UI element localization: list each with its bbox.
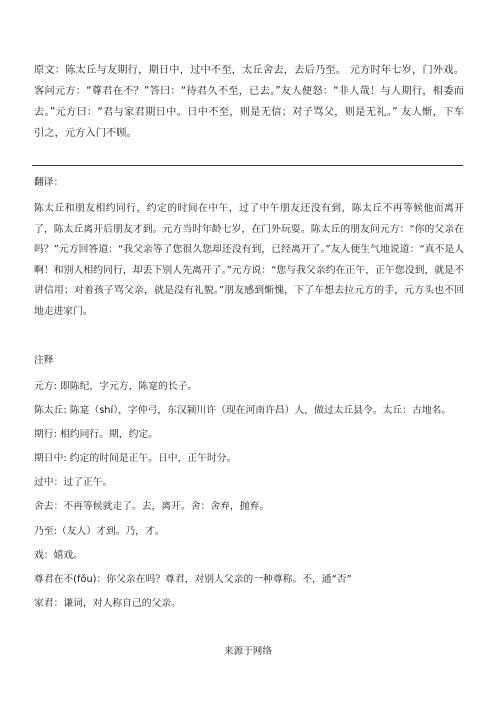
note-item: 尊君在不(fǒu)：你父亲在吗？尊君，对别人父亲的一种尊称。不，通“否”: [34, 573, 352, 585]
original-text-paragraph: 原文：陈太丘与友期行，期日中，过中不至，太丘舍去，去后乃至。 元方时年七岁，门外戏。客问元方：“尊君在不？”答曰：“待君久不至，已去。”友人便怒：“非人哉！与人期行，相委而去。”元方曰：“君与家君期日中。日中不至，则是无信；对子骂父，则是无礼。” 友人惭，下车引之，元方入门不顾。: [34, 65, 464, 139]
translation-paragraph: 陈太丘和朋友相约同行，约定的时间在中午，过了中午朋友还没有到，陈太丘不再等候他而离开了，陈太丘离开后朋友才到。元方当时年龄七岁，在门外玩耍。陈太丘的朋友问元方：“你的父亲在吗？”元方回答道：“我父亲等了您很久您却还没有到，已经离开了。”友人便生气地说道：“真不是人啊！和别人相约同行，却丢下别人先离开了。”元方说：“您与我父亲约在正午，正午您没到，就是不讲信用；对着孩子骂父亲，就是没有礼貌。”朋友感到惭愧，下了车想去拉元方的手，元方头也不回地走进家门。: [34, 203, 464, 317]
note-item: 陈太丘: 陈寔（shí），字仲弓，东汉颍川许（现在河南许昌）人，做过太丘县令。太丘：古地名。: [34, 405, 452, 417]
note-item: 过中：过了正午。: [34, 477, 113, 489]
source-footnote: 来源于网络: [224, 646, 272, 657]
note-item: 期日中: 约定的时间是正午。日中，正午时分。: [34, 453, 237, 465]
note-item: 家君：谦词，对人称自己的父亲。: [34, 597, 181, 609]
note-item: 元方: 即陈纪，字元方，陈寔的长子。: [34, 381, 198, 392]
notes-heading: 注释: [34, 355, 54, 366]
note-item: 期行: 相约同行。期，约定。: [34, 429, 158, 441]
note-item: 乃至:（友人）才到。乃，才。: [34, 525, 165, 537]
translation-heading: 翻译：: [34, 177, 64, 188]
notes-list: [34, 375, 466, 616]
note-item: 戏：嬉戏。: [34, 549, 83, 561]
note-item: 舍去：不再等候就走了。去，离开。舍：舍弃，抛弃。: [34, 501, 270, 513]
section-divider: [32, 165, 463, 166]
